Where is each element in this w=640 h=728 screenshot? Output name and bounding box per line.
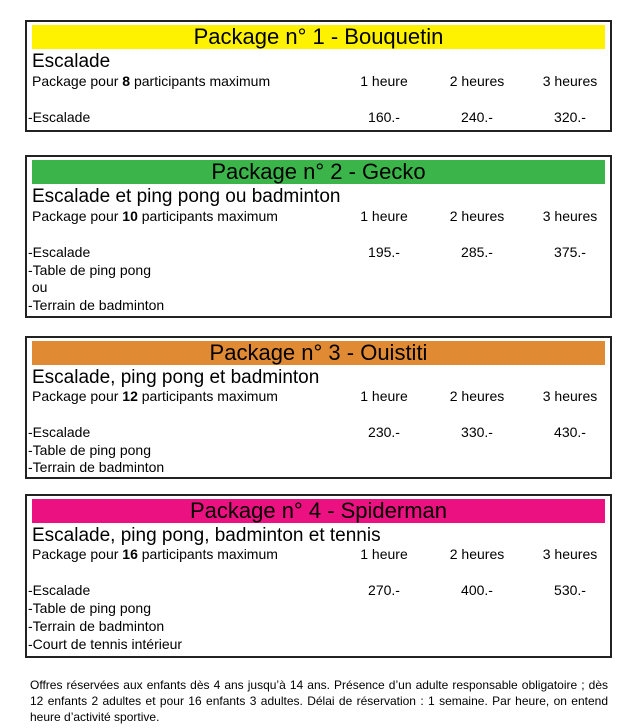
- column-header-1h: 1 heure: [360, 208, 408, 224]
- activity-item: -Escalade: [28, 244, 91, 260]
- capacity-count: 10: [122, 208, 138, 224]
- activity-item: -Terrain de badminton: [28, 459, 165, 475]
- capacity-prefix: Package pour: [32, 546, 123, 562]
- package-subtitle: Escalade, ping pong, badminton et tennis: [32, 525, 381, 546]
- price-1h: 270.-: [368, 582, 400, 598]
- package-title: Package n° 2 - Gecko: [32, 160, 605, 184]
- price-3h: 530.-: [554, 582, 586, 598]
- capacity-count: 16: [122, 546, 138, 562]
- activity-item: -Escalade: [28, 424, 91, 440]
- activity-item: -Table de ping pong: [28, 600, 151, 616]
- price-2h: 240.-: [461, 109, 493, 125]
- price-3h: 430.-: [554, 424, 586, 440]
- column-header-3h: 3 heures: [542, 546, 598, 562]
- column-header-2h: 2 heures: [449, 388, 505, 404]
- capacity-suffix: participants maximum: [137, 546, 278, 562]
- package-card-2: [25, 155, 612, 318]
- column-header-1h: 1 heure: [360, 388, 408, 404]
- package-title: Package n° 1 - Bouquetin: [32, 25, 605, 49]
- price-1h: 230.-: [368, 424, 400, 440]
- column-header-1h: 1 heure: [360, 546, 408, 562]
- price-2h: 400.-: [461, 582, 493, 598]
- package-card-1: [25, 20, 612, 132]
- capacity-suffix: participants maximum: [137, 208, 278, 224]
- price-3h: 375.-: [554, 244, 586, 260]
- price-1h: 160.-: [368, 109, 400, 125]
- package-capacity: [32, 546, 278, 562]
- capacity-count: 12: [122, 388, 138, 404]
- column-header-2h: 2 heures: [449, 73, 505, 89]
- activity-item: -Escalade: [28, 109, 91, 125]
- package-subtitle: Escalade: [32, 51, 111, 72]
- activity-item: -Table de ping pong: [28, 442, 151, 458]
- capacity-prefix: Package pour: [32, 388, 123, 404]
- column-header-3h: 3 heures: [542, 73, 598, 89]
- package-subtitle: Escalade et ping pong ou badminton: [32, 186, 341, 207]
- footer-note: Offres réservées aux enfants dès 4 ans jusqu’à 14 ans. Présence d’un adulte responsable obligatoire ; dès 12 enfants 2 adultes et pour 16 enfants 3 adultes. Délai de réservation : 1 semaine. Par heure, on entend heure d’activité sportive.: [30, 678, 608, 724]
- capacity-prefix: Package pour: [32, 208, 123, 224]
- column-header-1h: 1 heure: [360, 73, 408, 89]
- package-title: Package n° 3 - Ouistiti: [32, 341, 605, 365]
- capacity-suffix: participants maximum: [137, 388, 278, 404]
- package-capacity: [32, 388, 278, 404]
- capacity-suffix: participants maximum: [130, 73, 271, 89]
- price-2h: 330.-: [461, 424, 493, 440]
- package-card-4: [25, 494, 612, 658]
- column-header-2h: 2 heures: [449, 208, 505, 224]
- package-subtitle: Escalade, ping pong et badminton: [32, 367, 320, 388]
- activity-item: -Terrain de badminton: [28, 618, 165, 634]
- package-title: Package n° 4 - Spiderman: [32, 499, 605, 523]
- price-1h: 195.-: [368, 244, 400, 260]
- activity-item: -Escalade: [28, 582, 91, 598]
- price-2h: 285.-: [461, 244, 493, 260]
- activity-item: -Court de tennis intérieur: [28, 636, 183, 652]
- capacity-prefix: Package pour: [32, 73, 123, 89]
- column-header-3h: 3 heures: [542, 388, 598, 404]
- column-header-2h: 2 heures: [449, 546, 505, 562]
- package-card-3: [25, 336, 612, 479]
- activity-item: ou: [28, 279, 48, 295]
- capacity-count: 8: [122, 73, 131, 89]
- price-3h: 320.-: [554, 109, 586, 125]
- package-capacity: [32, 208, 278, 224]
- package-capacity: [32, 73, 270, 89]
- activity-item: -Terrain de badminton: [28, 297, 165, 313]
- activity-item: -Table de ping pong: [28, 262, 151, 278]
- column-header-3h: 3 heures: [542, 208, 598, 224]
